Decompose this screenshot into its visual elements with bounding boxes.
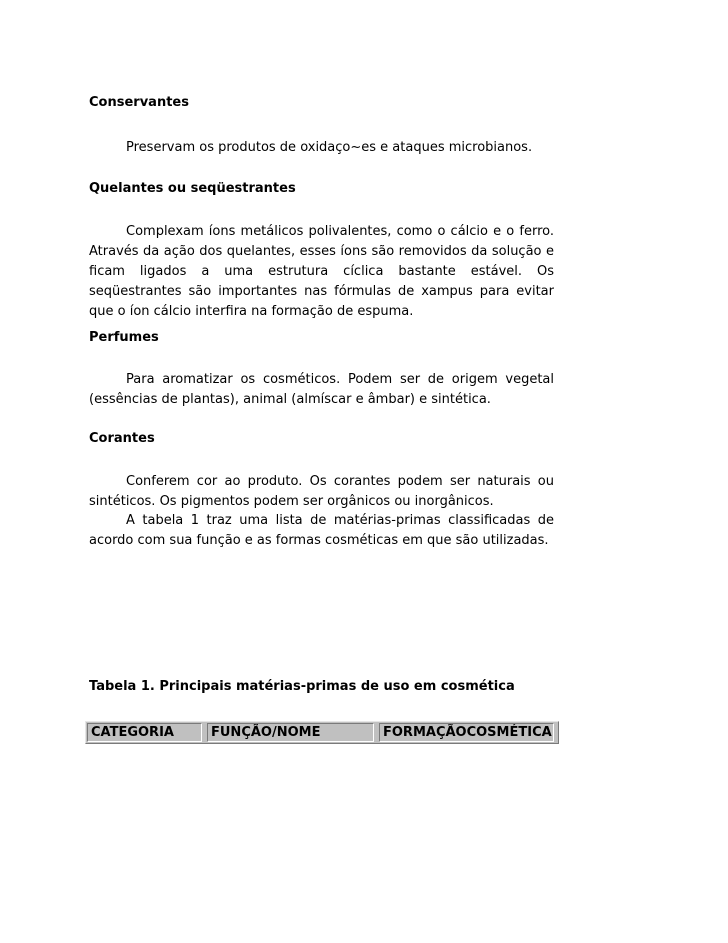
section-paragraph-corantes: Conferem cor ao produto. Os corantes podem ser naturais ou sintéticos. Os pigmentos podem ser orgânicos ou inorgânicos.	[89, 474, 554, 509]
raw-materials-table-header	[85, 721, 559, 744]
section-paragraph-conservantes: Preservam os produtos de oxidaço~es e ataques microbianos.	[126, 140, 533, 155]
section-heading-conservantes: Conservantes	[89, 95, 189, 110]
section-paragraph-tabela-intro: A tabela 1 traz uma lista de matérias-primas classificadas de acordo com sua função e as formas cosméticas em que são utilizadas.	[89, 513, 554, 548]
section-heading-perfumes: Perfumes	[89, 330, 159, 345]
table-header-categoria: CATEGORIA	[87, 723, 202, 742]
section-heading-quelantes: Quelantes ou seqüestrantes	[89, 181, 296, 196]
table-caption: Tabela 1. Principais matérias-primas de uso em cosmética	[89, 679, 515, 694]
section-heading-corantes: Corantes	[89, 431, 155, 446]
table-header-funcao-nome: FUNÇÃO/NOME	[207, 723, 374, 742]
table-header-formacao-cosmetica: FORMAÇÃOCOSMÉTICA	[379, 723, 554, 742]
section-paragraph-perfumes: Para aromatizar os cosméticos. Podem ser de origem vegetal (essências de plantas), animal (almíscar e âmbar) e sintética.	[89, 372, 554, 407]
section-paragraph-quelantes: Complexam íons metálicos polivalentes, como o cálcio e o ferro. Através da ação dos quelantes, esses íons são removidos da solução e ficam ligados a uma estrutura cíclica bastante estável. Os seqüestrantes são importantes nas fórmulas de xampus para evitar que o íon cálcio interfira na formação de espuma.	[89, 224, 554, 319]
